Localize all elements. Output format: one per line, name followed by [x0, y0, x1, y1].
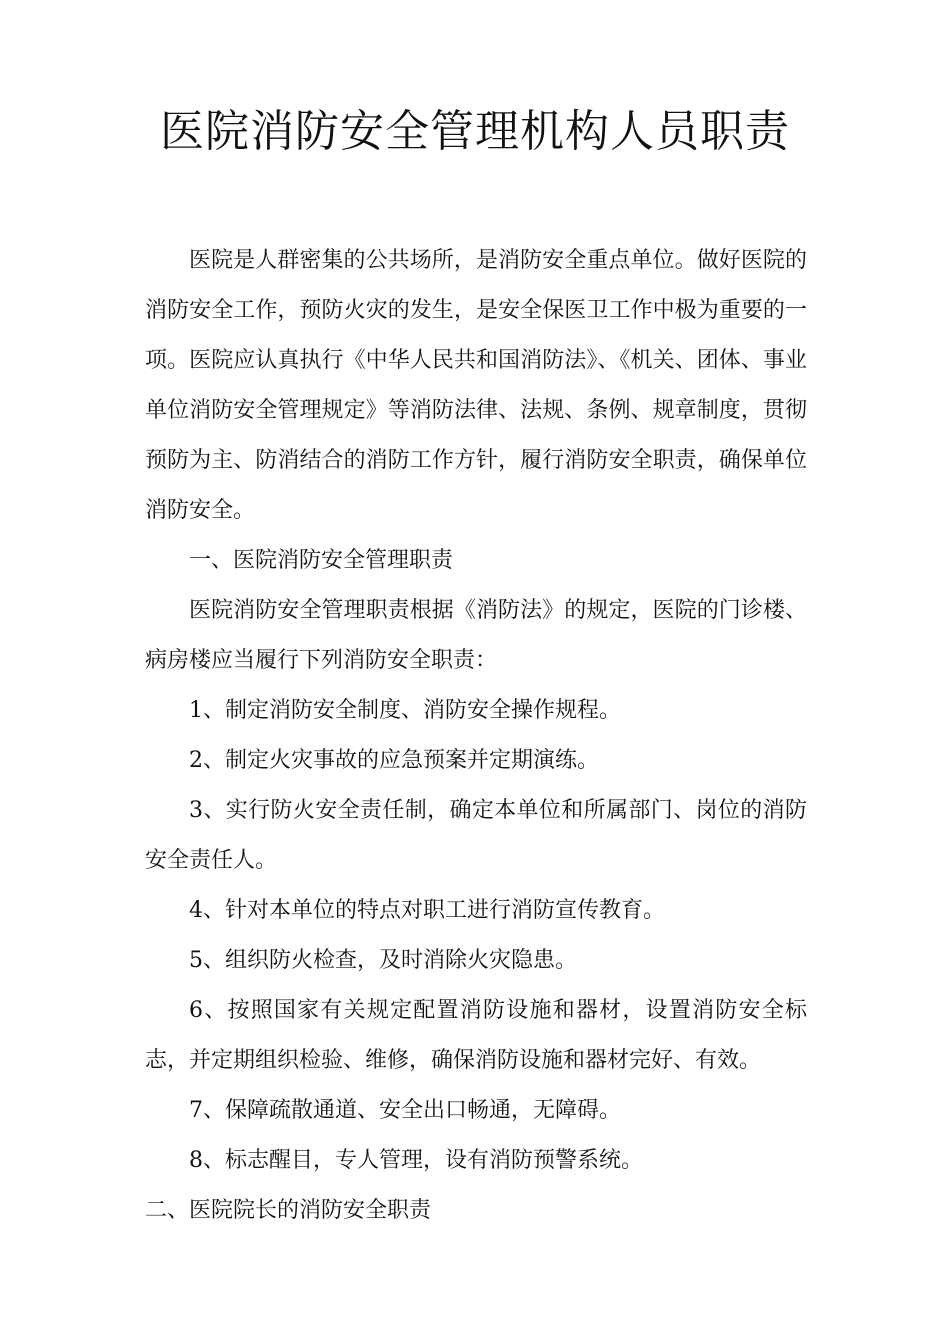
intro-paragraph: 医院是人群密集的公共场所，是消防安全重点单位。做好医院的消防安全工作，预防火灾的发生，是安全保医卫工作中极为重要的一项。医院应认真执行《中华人民共和国消防法》、《机关、团体、事业单位消防安全管理规定》等消防法律、法规、条例、规章制度，贯彻预防为主、防消结合的消防工作方针，履行消防安全职责，确保单位消防安全。 — [145, 248, 807, 523]
list-item-3: 3、实行防火安全责任制，确定本单位和所属部门、岗位的消防安全责任人。 — [145, 798, 807, 873]
document-body — [145, 236, 807, 1236]
list-item-7: 7、保障疏散通道、安全出口畅通，无障碍。 — [189, 1098, 621, 1123]
section-heading-2: 二、医院院长的消防安全职责 — [145, 1198, 432, 1223]
document-title: 医院消防安全管理机构人员职责 — [160, 106, 790, 157]
list-item-8: 8、标志醒目，专人管理，设有消防预警系统。 — [189, 1148, 643, 1173]
list-item-1: 1、制定消防安全制度、消防安全操作规程。 — [189, 698, 621, 723]
list-item-6: 6、按照国家有关规定配置消防设施和器材，设置消防安全标志，并定期组织检验、维修，确保消防设施和器材完好、有效。 — [145, 998, 807, 1073]
section-intro-paragraph: 医院消防安全管理职责根据《消防法》的规定，医院的门诊楼、病房楼应当履行下列消防安全职责： — [145, 598, 807, 673]
section-heading-1: 一、医院消防安全管理职责 — [189, 548, 454, 573]
list-item-4: 4、针对本单位的特点对职工进行消防宣传教育。 — [189, 898, 665, 923]
list-item-5: 5、组织防火检查，及时消除火灾隐患。 — [189, 948, 577, 973]
list-item-2: 2、制定火灾事故的应急预案并定期演练。 — [189, 748, 599, 773]
